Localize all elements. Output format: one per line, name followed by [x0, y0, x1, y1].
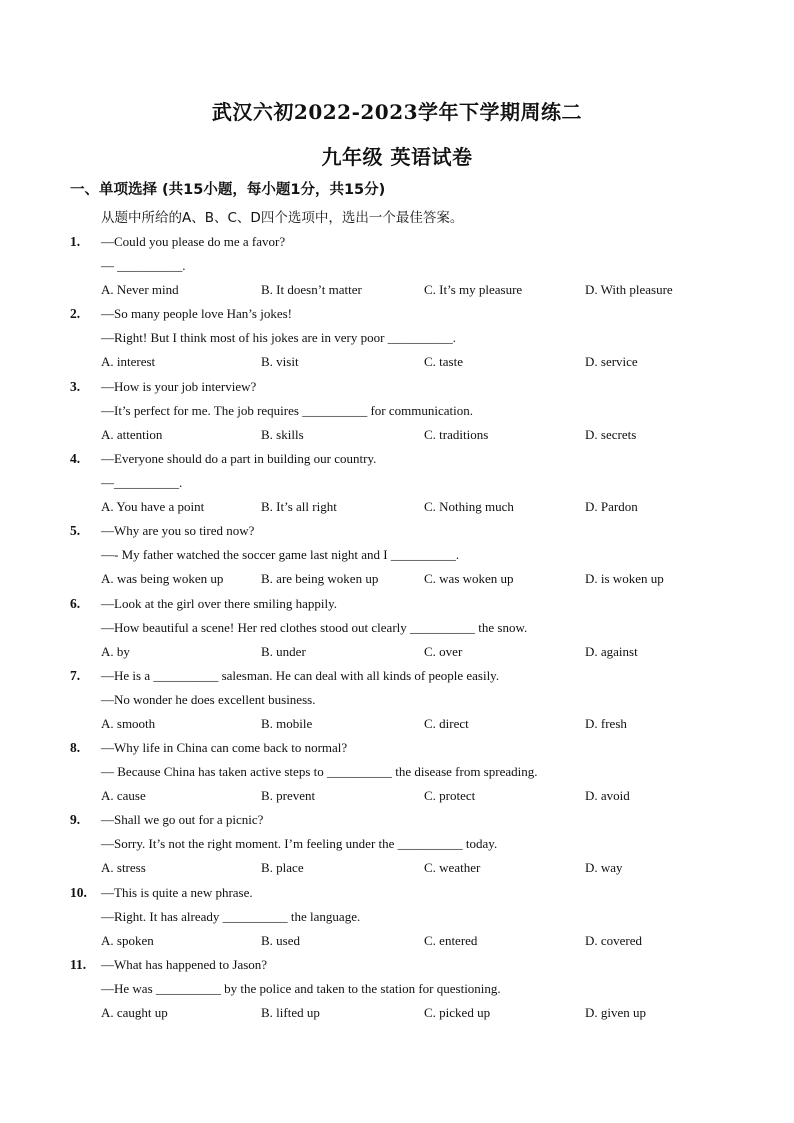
option-c: C. over [424, 643, 463, 659]
option-d: D. fresh [585, 715, 627, 731]
question-prompt: —How is your job interview? [101, 378, 257, 394]
question-item [0, 379, 794, 451]
question-prompt: —Shall we go out for a picnic? [101, 812, 264, 828]
option-d: D. avoid [585, 788, 630, 804]
question-response: —How beautiful a scene! Her red clothes stood out clearly __________ the snow. [101, 619, 528, 635]
option-a: A. was being woken up [101, 571, 224, 587]
option-c: C. was woken up [424, 571, 514, 587]
question-prompt: —He is a __________ salesman. He can deal with all kinds of people easily. [101, 667, 500, 683]
question-response: — __________. [101, 258, 186, 273]
question-prompt: —What has happened to Jason? [101, 957, 268, 972]
option-a: A. cause [101, 788, 146, 804]
section-heading: 一、单项选择 (共15小题，每小题1分，共15分) [70, 182, 386, 198]
question-prompt: —Why life in China can come back to normal? [101, 740, 348, 756]
option-b: B. under [261, 643, 306, 659]
option-b: B. visit [261, 354, 299, 370]
question-number: 1. [70, 234, 81, 249]
option-b: B. It doesn’t matter [261, 282, 362, 297]
question-number: 5. [70, 523, 81, 539]
question-prompt: —So many people love Han’s jokes! [101, 306, 292, 322]
option-c: C. Nothing much [424, 498, 514, 514]
question-response: —No wonder he does excellent business. [101, 691, 316, 707]
question-response: —It’s perfect for me. The job requires __________ for communication. [101, 402, 473, 418]
option-d: D. secrets [585, 426, 637, 442]
question-prompt: —This is quite a new phrase. [101, 884, 253, 900]
option-a: A. You have a point [101, 498, 205, 514]
question-prompt: —Look at the girl over there smiling happily. [101, 595, 337, 611]
option-b: B. skills [261, 426, 304, 442]
option-a: A. Never mind [101, 282, 179, 297]
question-item [0, 596, 794, 668]
section-instruction: 从题中所给的A、B、C、D四个选项中，选出一个最佳答案。 [101, 210, 464, 226]
option-c: C. entered [424, 932, 478, 948]
question-response: —__________. [101, 474, 183, 490]
question-item [0, 668, 794, 740]
question-prompt: —Could you please do me a favor? [101, 234, 286, 249]
question-response: — Because China has taken active steps to __________ the disease from spreading. [101, 764, 538, 780]
option-d: D. against [585, 643, 638, 659]
exam-title: 武汉六初2022-2023学年下学期周练二 [211, 100, 583, 124]
question-prompt: —Why are you so tired now? [101, 523, 255, 539]
option-b: B. are being woken up [261, 571, 379, 587]
option-a: A. spoken [101, 932, 154, 948]
option-d: D. With pleasure [585, 282, 673, 297]
option-c: C. picked up [424, 1005, 491, 1020]
exam-subtitle: 九年级 英语试卷 [321, 145, 473, 169]
option-a: A. attention [101, 426, 163, 442]
option-a: A. by [101, 643, 130, 659]
question-item [0, 523, 794, 595]
question-number: 4. [70, 450, 81, 466]
option-b: B. prevent [261, 788, 316, 804]
question-item [0, 812, 794, 884]
option-d: D. Pardon [585, 498, 638, 514]
option-a: A. interest [101, 354, 156, 370]
question-response: —Right. It has already __________ the language. [101, 908, 361, 924]
option-c: C. traditions [424, 426, 489, 442]
option-b: B. mobile [261, 715, 313, 731]
question-number: 11. [70, 957, 87, 972]
option-c: C. It’s my pleasure [424, 282, 523, 297]
option-d: D. way [585, 860, 623, 876]
option-b: B. It’s all right [261, 498, 337, 514]
option-c: C. direct [424, 715, 469, 731]
option-a: A. stress [101, 860, 146, 876]
question-response: —Sorry. It’s not the right moment. I’m feeling under the __________ today. [101, 836, 498, 852]
option-a: A. caught up [101, 1005, 168, 1020]
option-d: D. covered [585, 932, 643, 948]
question-response: —He was __________ by the police and taken to the station for questioning. [101, 981, 501, 996]
option-c: C. weather [424, 860, 481, 876]
option-c: C. taste [424, 354, 463, 370]
option-a: A. smooth [101, 715, 156, 731]
question-number: 2. [70, 306, 81, 322]
question-response: —Right! But I think most of his jokes are in very poor __________. [101, 330, 456, 346]
question-number: 10. [70, 884, 87, 900]
option-b: B. lifted up [261, 1005, 320, 1020]
option-b: B. used [261, 932, 300, 948]
question-item [0, 306, 794, 378]
question-item [0, 234, 794, 306]
question-number: 8. [70, 740, 81, 756]
question-number: 7. [70, 667, 81, 683]
option-d: D. service [585, 354, 638, 370]
question-item [0, 740, 794, 812]
question-number: 9. [70, 812, 81, 828]
option-c: C. protect [424, 788, 476, 804]
question-prompt: —Everyone should do a part in building our country. [101, 450, 377, 466]
question-response: —- My father watched the soccer game last night and I __________. [101, 547, 460, 563]
option-d: D. given up [585, 1005, 647, 1020]
question-number: 3. [70, 378, 81, 394]
question-item [0, 451, 794, 523]
option-b: B. place [261, 860, 304, 876]
question-item [0, 885, 794, 957]
question-number: 6. [70, 595, 81, 611]
question-item [0, 957, 794, 1029]
option-d: D. is woken up [585, 571, 664, 587]
